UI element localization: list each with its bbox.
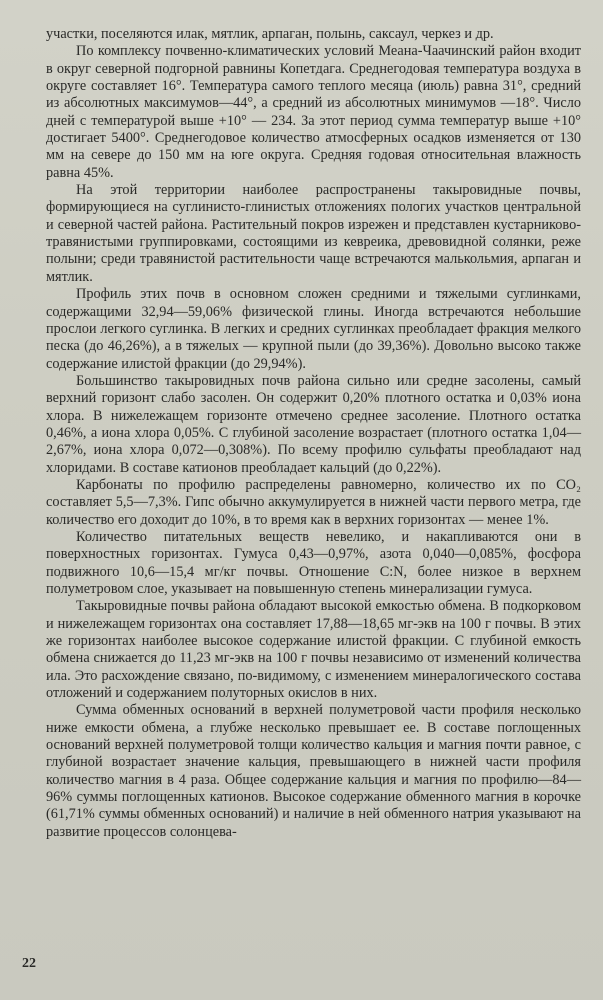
paragraph: Большинство такыровидных почв района сильно или средне засолены, самый верхний горизонт слабо засолен. Он содержит 0,20% плотного остатка и 0,03% иона хлора. В нижележащем горизонте отмечено среднее засоление. Плотного остатка 0,46%, а иона хлора 0,05%. С глубиной засоление возрастает (плотного остатка 1,04—2,67%, иона хлора 0,072—0,308%). По всему профилю сульфаты преобладают над хлоридами. В составе катионов преобладает кальций (до 0,22%). xyxy=(46,372,581,476)
page-text xyxy=(46,26,581,841)
paragraph: Профиль этих почв в основном сложен средними и тяжелыми суглинками, содержащими 32,94—59,06% физической глины. Иногда встречаются небольшие прослои легкого суглинка. В легких и средних суглинках преобладает фракция мелкого песка (до 46,26%), а в тяжелых — крупной пыли (до 39,36%). Довольно высоко также содержание илистой фракции (до 29,94%). xyxy=(46,286,581,372)
paragraph: участки, поселяются илак, мятлик, арпаган, полынь, саксаул, черкез и др. xyxy=(46,26,494,42)
page-number: 22 xyxy=(22,956,36,971)
paragraph: Сумма обменных оснований в верхней полуметровой части профиля несколько ниже емкости обмена, а глубже несколько превышает ее. В составе поглощенных оснований верхней полуметровой толщи количество кальция и магния почти равное, с глубиной возрастает значение кальция, превышающего в нижней части профиля количество магния в 4 раза. Общее содержание кальция и магния по профилю—84—96% суммы поглощенных катионов. Высокое содержание обменного магния в корочке (61,71% суммы обменных оснований) и наличие в ней обменного натрия указывают на развитие процессов солонцева- xyxy=(46,702,581,840)
paragraph: По комплексу почвенно-климатических условий Меана-Чаачинский район входит в округ северной подгорной равнины Копетдага. Среднегодовая температура воздуха в округе составляет 16°. Температура самого теплого месяца (июль) равна 31°, средний из абсолютных максимумов—44°, а средний из абсолютных минимумов —18°. Число дней с температурой выше +10° — 234. За этот период сумма температур выше +10° достигает 5400°. Среднегодовое количество атмосферных осадков изменяется от 130 мм на севере до 150 мм на юге округа. Средняя годовая относительная влажность равна 45%. xyxy=(46,43,581,181)
paragraph: Карбонаты по профилю распределены равномерно, количество их по CO₂ составляет 5,5—7,3%. Гипс обычно аккумулируется в нижней части первого метра, где количество его доходит до 10%, в то время как в верхних горизонтах — менее 1%. xyxy=(46,476,581,528)
paragraph: Такыровидные почвы района обладают высокой емкостью обмена. В подкорковом и нижележащем горизонтах она составляет 17,88—18,65 мг-экв на 100 г почвы. В этих же горизонтах наиболее высокое содержание илистой фракции. С глубиной емкость обмена снижается до 11,23 мг-экв на 100 г почвы независимо от изменений количества ила. Это расхождение связано, по-видимому, с изменением минералогического состава отложений и содержанием полуторных окислов в них. xyxy=(46,598,581,702)
paragraph: Количество питательных веществ невелико, и накапливаются они в поверхностных горизонтах. Гумуса 0,43—0,97%, азота 0,040—0,085%, фосфора подвижного 10,6—15,4 мг/кг почвы. Отношение C:N, более низкое в верхнем полуметровом слое, указывает на повышенную степень минерализации гумуса. xyxy=(46,528,581,597)
paragraph: На этой территории наиболее распространены такыровидные почвы, формирующиеся на суглинисто-глинистых отложениях пологих участков центральной и северной частей района. Растительный покров изрежен и представлен кустарниково-травянистыми группировками, состоящими из кевреика, древовидной солянки, реже полыни; среди травянистой растительности чаще встречаются малькольмия, арпаган и мятлик. xyxy=(46,182,581,285)
